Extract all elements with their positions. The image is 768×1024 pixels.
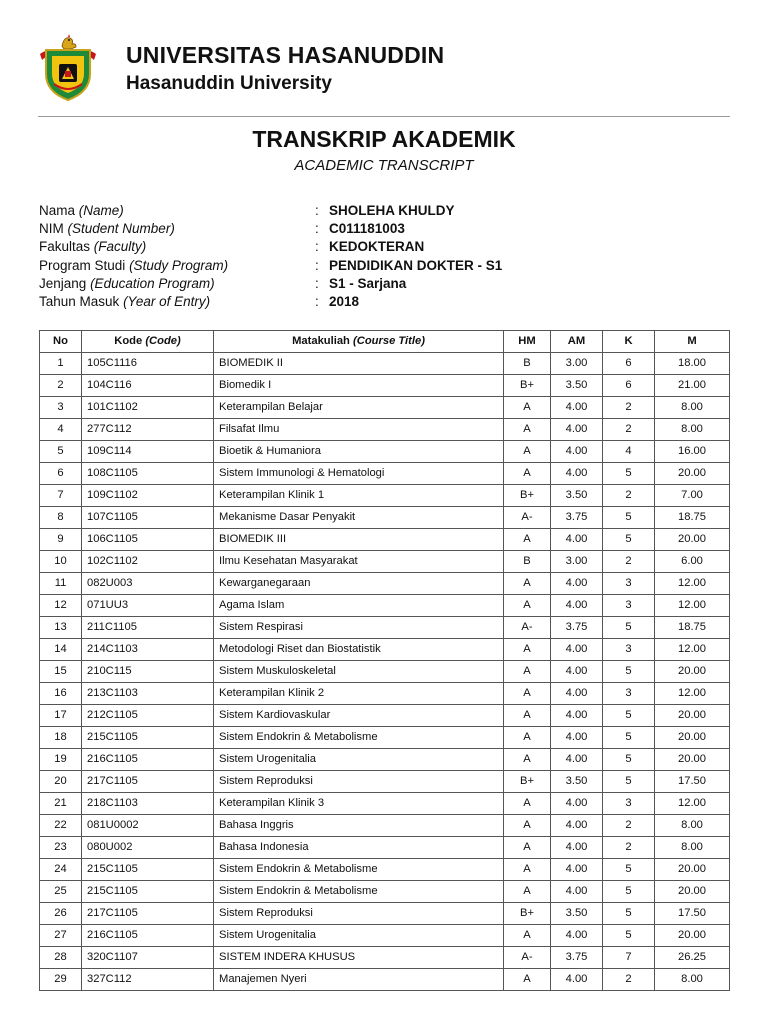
cell-course-title: Keterampilan Belajar: [214, 397, 504, 419]
column-header-title-label: Matakuliah: [292, 335, 350, 347]
table-row: [40, 463, 730, 485]
cell-hm: A: [504, 661, 551, 683]
table-row: [40, 573, 730, 595]
cell-code: 109C1102: [82, 485, 214, 507]
student-info-colon: :: [315, 221, 319, 237]
cell-am: 4.00: [551, 727, 603, 749]
cell-hm: A: [504, 573, 551, 595]
table-row: [40, 771, 730, 793]
cell-code: 102C1102: [82, 551, 214, 573]
cell-k: 5: [603, 463, 655, 485]
student-info-label: [39, 202, 124, 220]
table-row: [40, 397, 730, 419]
table-row: [40, 353, 730, 375]
cell-m: 18.75: [655, 507, 730, 529]
student-info-row: [39, 293, 729, 311]
student-info-colon: :: [315, 203, 319, 218]
cell-k: 5: [603, 529, 655, 551]
student-info-colon: :: [315, 275, 319, 291]
cell-am: 4.00: [551, 463, 603, 485]
student-info-label-english: (Student Number): [67, 221, 175, 237]
cell-hm: A: [504, 705, 551, 727]
cell-no: 14: [40, 639, 82, 661]
cell-am: 4.00: [551, 661, 603, 683]
cell-no: 23: [40, 837, 82, 859]
grades-table: [39, 330, 730, 991]
student-info-value: S1 - Sarjana: [329, 275, 407, 291]
student-info-row: [39, 202, 729, 220]
cell-hm: A-: [504, 507, 551, 529]
student-info-label-english: (Name): [78, 203, 124, 218]
cell-m: 20.00: [655, 859, 730, 881]
cell-m: 6.00: [655, 551, 730, 573]
cell-no: 9: [40, 529, 82, 551]
cell-hm: A: [504, 441, 551, 463]
cell-course-title: Keterampilan Klinik 1: [214, 485, 504, 507]
cell-course-title: Filsafat Ilmu: [214, 419, 504, 441]
cell-code: 106C1105: [82, 529, 214, 551]
cell-m: 12.00: [655, 595, 730, 617]
student-info-label-text: NIM: [39, 221, 64, 237]
cell-code: 215C1105: [82, 859, 214, 881]
cell-am: 4.00: [551, 573, 603, 595]
cell-course-title: BIOMEDIK II: [214, 353, 504, 375]
student-info-label-text: Nama: [39, 203, 76, 218]
column-header-code: [82, 331, 214, 353]
table-row: [40, 881, 730, 903]
cell-code: 277C112: [82, 419, 214, 441]
cell-m: 20.00: [655, 661, 730, 683]
cell-m: 18.75: [655, 617, 730, 639]
table-row: [40, 419, 730, 441]
student-info-label: [39, 293, 210, 311]
cell-am: 4.00: [551, 749, 603, 771]
header-divider: [38, 116, 730, 117]
cell-course-title: Bahasa Indonesia: [214, 837, 504, 859]
column-header-m: M: [655, 331, 730, 353]
table-header-row: [40, 331, 730, 353]
cell-hm: A: [504, 683, 551, 705]
cell-course-title: Bioetik & Humaniora: [214, 441, 504, 463]
cell-code: 327C112: [82, 969, 214, 991]
cell-no: 10: [40, 551, 82, 573]
table-row: [40, 903, 730, 925]
cell-no: 15: [40, 661, 82, 683]
cell-am: 4.00: [551, 595, 603, 617]
cell-hm: A: [504, 881, 551, 903]
cell-no: 25: [40, 881, 82, 903]
cell-hm: B+: [504, 771, 551, 793]
cell-no: 28: [40, 947, 82, 969]
cell-am: 3.00: [551, 353, 603, 375]
cell-k: 7: [603, 947, 655, 969]
table-row: [40, 595, 730, 617]
table-row: [40, 815, 730, 837]
column-header-hm: HM: [504, 331, 551, 353]
student-info-value: KEDOKTERAN: [329, 239, 425, 255]
cell-am: 3.75: [551, 617, 603, 639]
cell-k: 3: [603, 595, 655, 617]
university-logo-icon: [38, 34, 98, 102]
cell-course-title: Sistem Endokrin & Metabolisme: [214, 727, 504, 749]
cell-m: 16.00: [655, 441, 730, 463]
student-info-colon: :: [315, 257, 319, 273]
cell-am: 4.00: [551, 683, 603, 705]
cell-am: 4.00: [551, 837, 603, 859]
cell-course-title: Mekanisme Dasar Penyakit: [214, 507, 504, 529]
cell-course-title: SISTEM INDERA KHUSUS: [214, 947, 504, 969]
cell-k: 2: [603, 551, 655, 573]
student-info-colon: :: [315, 293, 319, 309]
student-info-colon: :: [315, 239, 319, 255]
cell-no: 29: [40, 969, 82, 991]
cell-am: 4.00: [551, 859, 603, 881]
cell-no: 18: [40, 727, 82, 749]
cell-am: 4.00: [551, 397, 603, 419]
cell-code: 105C1116: [82, 353, 214, 375]
table-row: [40, 661, 730, 683]
table-row: [40, 639, 730, 661]
cell-code: 214C1103: [82, 639, 214, 661]
cell-am: 4.00: [551, 419, 603, 441]
cell-code: 212C1105: [82, 705, 214, 727]
cell-m: 17.50: [655, 903, 730, 925]
cell-m: 20.00: [655, 705, 730, 727]
student-info-label: [39, 257, 228, 275]
table-row: [40, 837, 730, 859]
student-info-label-english: (Study Program): [129, 257, 229, 273]
cell-am: 4.00: [551, 441, 603, 463]
table-row: [40, 925, 730, 947]
cell-no: 17: [40, 705, 82, 727]
cell-no: 19: [40, 749, 82, 771]
cell-k: 5: [603, 507, 655, 529]
cell-no: 16: [40, 683, 82, 705]
student-info-row: [39, 220, 729, 238]
cell-code: 213C1103: [82, 683, 214, 705]
cell-m: 20.00: [655, 925, 730, 947]
cell-course-title: BIOMEDIK III: [214, 529, 504, 551]
cell-hm: A: [504, 925, 551, 947]
cell-course-title: Sistem Immunologi & Hematologi: [214, 463, 504, 485]
cell-am: 3.75: [551, 507, 603, 529]
column-header-no: No: [40, 331, 82, 353]
cell-no: 27: [40, 925, 82, 947]
cell-course-title: Sistem Reproduksi: [214, 771, 504, 793]
cell-code: 320C1107: [82, 947, 214, 969]
cell-code: 107C1105: [82, 507, 214, 529]
cell-k: 2: [603, 837, 655, 859]
cell-m: 20.00: [655, 727, 730, 749]
cell-k: 5: [603, 749, 655, 771]
cell-code: 071UU3: [82, 595, 214, 617]
cell-k: 3: [603, 793, 655, 815]
cell-code: 218C1103: [82, 793, 214, 815]
cell-code: 108C1105: [82, 463, 214, 485]
cell-hm: B+: [504, 485, 551, 507]
cell-no: 6: [40, 463, 82, 485]
cell-m: 12.00: [655, 639, 730, 661]
cell-hm: A: [504, 859, 551, 881]
document-title: TRANSKRIP AKADEMIK: [252, 126, 516, 152]
cell-course-title: Keterampilan Klinik 3: [214, 793, 504, 815]
cell-course-title: Keterampilan Klinik 2: [214, 683, 504, 705]
cell-course-title: Ilmu Kesehatan Masyarakat: [214, 551, 504, 573]
cell-code: 210C115: [82, 661, 214, 683]
cell-m: 21.00: [655, 375, 730, 397]
cell-hm: B: [504, 551, 551, 573]
cell-hm: B+: [504, 903, 551, 925]
cell-m: 12.00: [655, 793, 730, 815]
cell-hm: A: [504, 463, 551, 485]
cell-code: 104C116: [82, 375, 214, 397]
cell-am: 4.00: [551, 925, 603, 947]
cell-no: 7: [40, 485, 82, 507]
cell-am: 3.75: [551, 947, 603, 969]
cell-no: 12: [40, 595, 82, 617]
cell-am: 3.50: [551, 375, 603, 397]
cell-m: 8.00: [655, 969, 730, 991]
cell-hm: A: [504, 727, 551, 749]
cell-k: 2: [603, 815, 655, 837]
cell-hm: A-: [504, 947, 551, 969]
cell-k: 5: [603, 881, 655, 903]
cell-m: 17.50: [655, 771, 730, 793]
cell-course-title: Sistem Endokrin & Metabolisme: [214, 859, 504, 881]
cell-am: 3.50: [551, 903, 603, 925]
table-row: [40, 749, 730, 771]
table-row: [40, 441, 730, 463]
student-info-label-text: Fakultas: [39, 239, 91, 255]
cell-am: 3.50: [551, 485, 603, 507]
student-info: [39, 202, 729, 311]
column-header-code-english: (Code): [145, 335, 181, 347]
cell-code: 109C114: [82, 441, 214, 463]
table-row: [40, 947, 730, 969]
cell-code: 215C1105: [82, 881, 214, 903]
cell-k: 3: [603, 639, 655, 661]
cell-k: 5: [603, 617, 655, 639]
cell-hm: A: [504, 419, 551, 441]
cell-code: 216C1105: [82, 925, 214, 947]
cell-am: 4.00: [551, 793, 603, 815]
column-header-title-english: (Course Title): [353, 335, 425, 347]
cell-m: 20.00: [655, 881, 730, 903]
cell-am: 4.00: [551, 881, 603, 903]
table-row: [40, 793, 730, 815]
cell-hm: B+: [504, 375, 551, 397]
cell-hm: A: [504, 749, 551, 771]
university-name: UNIVERSITAS HASANUDDIN: [126, 42, 445, 68]
cell-hm: A: [504, 815, 551, 837]
cell-m: 20.00: [655, 463, 730, 485]
cell-course-title: Metodologi Riset dan Biostatistik: [214, 639, 504, 661]
cell-hm: A: [504, 529, 551, 551]
cell-hm: A: [504, 639, 551, 661]
cell-m: 12.00: [655, 573, 730, 595]
table-row: [40, 969, 730, 991]
cell-course-title: Bahasa Inggris: [214, 815, 504, 837]
document-subtitle: ACADEMIC TRANSCRIPT: [294, 157, 474, 174]
cell-am: 3.00: [551, 551, 603, 573]
cell-code: 215C1105: [82, 727, 214, 749]
cell-k: 5: [603, 661, 655, 683]
cell-course-title: Sistem Urogenitalia: [214, 925, 504, 947]
cell-code: 217C1105: [82, 903, 214, 925]
student-info-label-text: Program Studi: [39, 257, 126, 273]
cell-course-title: Biomedik I: [214, 375, 504, 397]
page-header: [38, 34, 738, 104]
cell-code: 211C1105: [82, 617, 214, 639]
cell-k: 2: [603, 485, 655, 507]
column-header-k: K: [603, 331, 655, 353]
cell-m: 8.00: [655, 397, 730, 419]
university-name-english: Hasanuddin University: [126, 73, 332, 94]
cell-m: 7.00: [655, 485, 730, 507]
cell-hm: A: [504, 397, 551, 419]
cell-am: 4.00: [551, 969, 603, 991]
cell-course-title: Kewarganegaraan: [214, 573, 504, 595]
cell-no: 22: [40, 815, 82, 837]
table-row: [40, 859, 730, 881]
cell-no: 4: [40, 419, 82, 441]
cell-code: 082U003: [82, 573, 214, 595]
cell-am: 4.00: [551, 639, 603, 661]
cell-am: 4.00: [551, 815, 603, 837]
column-header-title: [214, 331, 504, 353]
student-info-value: C011181003: [329, 221, 405, 237]
cell-k: 4: [603, 441, 655, 463]
table-row: [40, 727, 730, 749]
cell-m: 8.00: [655, 837, 730, 859]
student-info-label-english: (Education Program): [90, 275, 215, 291]
cell-k: 5: [603, 705, 655, 727]
cell-m: 8.00: [655, 419, 730, 441]
cell-m: 20.00: [655, 529, 730, 551]
cell-no: 20: [40, 771, 82, 793]
student-info-label-text: Tahun Masuk: [39, 293, 120, 309]
cell-k: 5: [603, 903, 655, 925]
table-row: [40, 529, 730, 551]
cell-course-title: Sistem Kardiovaskular: [214, 705, 504, 727]
grades-table-body: [40, 353, 730, 991]
cell-k: 3: [603, 573, 655, 595]
cell-k: 2: [603, 397, 655, 419]
table-row: [40, 617, 730, 639]
cell-m: 20.00: [655, 749, 730, 771]
table-row: [40, 551, 730, 573]
student-info-value: PENDIDIKAN DOKTER - S1: [329, 257, 503, 273]
cell-am: 4.00: [551, 529, 603, 551]
cell-m: 18.00: [655, 353, 730, 375]
cell-hm: A: [504, 595, 551, 617]
cell-k: 5: [603, 771, 655, 793]
cell-code: 217C1105: [82, 771, 214, 793]
student-info-label: [39, 238, 146, 256]
cell-hm: B: [504, 353, 551, 375]
cell-m: 26.25: [655, 947, 730, 969]
cell-m: 12.00: [655, 683, 730, 705]
cell-k: 6: [603, 375, 655, 397]
cell-no: 26: [40, 903, 82, 925]
cell-k: 3: [603, 683, 655, 705]
cell-hm: A: [504, 837, 551, 859]
student-info-value: 2018: [329, 293, 360, 309]
student-info-value: SHOLEHA KHULDY: [329, 203, 455, 218]
cell-no: 2: [40, 375, 82, 397]
cell-k: 2: [603, 419, 655, 441]
cell-no: 24: [40, 859, 82, 881]
cell-no: 5: [40, 441, 82, 463]
cell-course-title: Manajemen Nyeri: [214, 969, 504, 991]
student-info-label: [39, 220, 175, 238]
cell-course-title: Agama Islam: [214, 595, 504, 617]
cell-k: 2: [603, 969, 655, 991]
student-info-row: [39, 275, 729, 293]
cell-k: 5: [603, 859, 655, 881]
student-info-label: [39, 275, 215, 293]
cell-no: 1: [40, 353, 82, 375]
cell-code: 216C1105: [82, 749, 214, 771]
cell-code: 081U0002: [82, 815, 214, 837]
cell-no: 3: [40, 397, 82, 419]
student-info-row: [39, 238, 729, 256]
cell-course-title: Sistem Reproduksi: [214, 903, 504, 925]
column-header-code-label: Kode: [114, 335, 143, 347]
cell-k: 5: [603, 925, 655, 947]
cell-no: 21: [40, 793, 82, 815]
table-row: [40, 705, 730, 727]
cell-course-title: Sistem Endokrin & Metabolisme: [214, 881, 504, 903]
student-info-row: [39, 257, 729, 275]
cell-m: 8.00: [655, 815, 730, 837]
cell-course-title: Sistem Respirasi: [214, 617, 504, 639]
cell-k: 5: [603, 727, 655, 749]
cell-k: 6: [603, 353, 655, 375]
table-row: [40, 507, 730, 529]
cell-hm: A: [504, 969, 551, 991]
cell-am: 3.50: [551, 771, 603, 793]
cell-hm: A-: [504, 617, 551, 639]
student-info-label-english: (Faculty): [93, 239, 147, 255]
cell-hm: A: [504, 793, 551, 815]
cell-no: 11: [40, 573, 82, 595]
cell-course-title: Sistem Muskuloskeletal: [214, 661, 504, 683]
student-info-label-text: Jenjang: [39, 275, 87, 291]
cell-no: 8: [40, 507, 82, 529]
table-row: [40, 375, 730, 397]
cell-no: 13: [40, 617, 82, 639]
column-header-am: AM: [551, 331, 603, 353]
cell-am: 4.00: [551, 705, 603, 727]
cell-code: 101C1102: [82, 397, 214, 419]
table-row: [40, 683, 730, 705]
cell-code: 080U002: [82, 837, 214, 859]
student-info-label-english: (Year of Entry): [123, 293, 211, 309]
table-row: [40, 485, 730, 507]
cell-course-title: Sistem Urogenitalia: [214, 749, 504, 771]
